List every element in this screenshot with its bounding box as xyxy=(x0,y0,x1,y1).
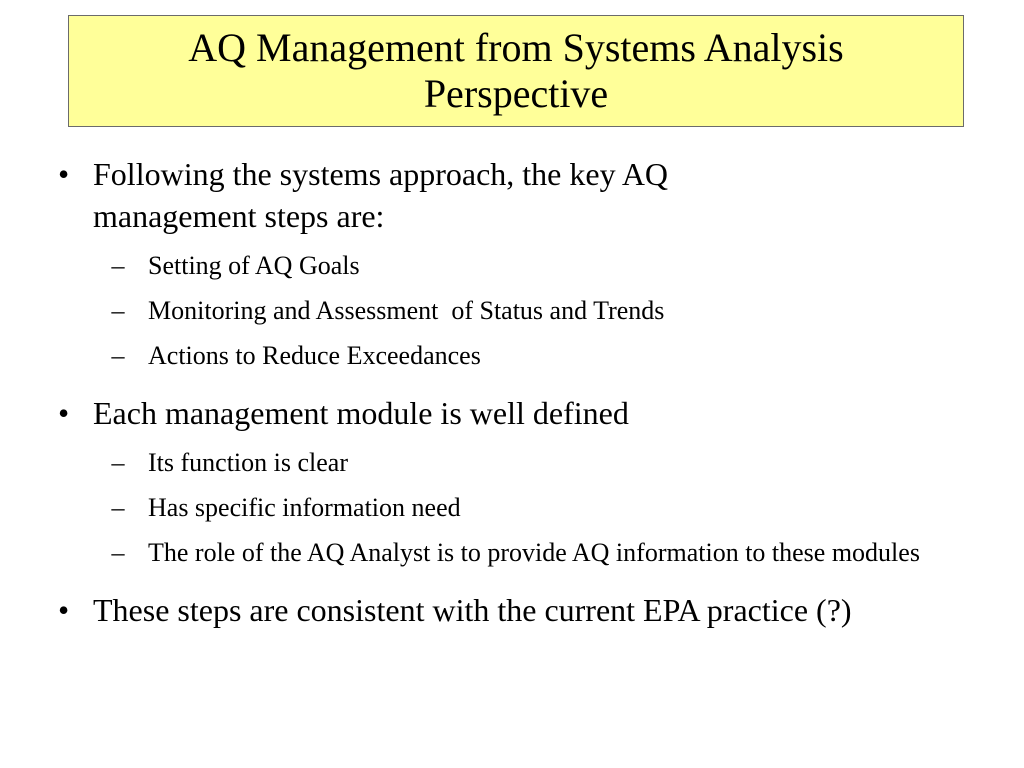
title-box xyxy=(68,15,964,127)
bullet-text: These steps are consistent with the current EPA practice (?) xyxy=(93,592,852,628)
bullet-group-3 xyxy=(58,589,978,631)
sub-bullet-text: The role of the AQ Analyst is to provide AQ information to these modules xyxy=(148,538,920,567)
bullet-marker: • xyxy=(58,395,70,431)
sub-bullet-text: Setting of AQ Goals xyxy=(148,251,360,280)
sub-bullet-item xyxy=(103,249,978,282)
bullet-text: Following the systems approach, the key AQ management steps are: xyxy=(93,156,669,234)
bullet-group-1 xyxy=(58,153,978,372)
bullet-text: Each management module is well defined xyxy=(93,395,629,431)
slide-title: AQ Management from Systems Analysis Perspective xyxy=(188,25,844,116)
sub-bullet-marker: – xyxy=(111,251,125,280)
sub-bullet-marker: – xyxy=(111,341,125,370)
bullet-group-2 xyxy=(58,392,978,569)
sub-bullet-marker: – xyxy=(111,296,125,325)
sub-bullet-text: Has specific information need xyxy=(148,493,461,522)
sub-bullet-text: Monitoring and Assessment of Status and Trends xyxy=(148,296,665,325)
sub-bullet-item xyxy=(103,491,978,524)
sub-bullet-marker: – xyxy=(111,538,125,567)
bullet-marker: • xyxy=(58,592,70,628)
sub-bullet-text: Its function is clear xyxy=(148,448,348,477)
sub-bullet-item xyxy=(103,339,978,372)
sub-bullet-list xyxy=(58,249,978,372)
sub-bullet-item xyxy=(103,446,978,479)
bullet-item xyxy=(58,589,978,631)
sub-bullet-item xyxy=(103,294,978,327)
bullet-marker: • xyxy=(58,156,70,192)
sub-bullet-list xyxy=(58,446,978,569)
bullet-item xyxy=(58,392,978,434)
content-area xyxy=(58,153,978,651)
sub-bullet-text: Actions to Reduce Exceedances xyxy=(148,341,481,370)
sub-bullet-marker: – xyxy=(111,448,125,477)
bullet-item xyxy=(58,153,978,237)
sub-bullet-marker: – xyxy=(111,493,125,522)
sub-bullet-item xyxy=(103,536,978,569)
